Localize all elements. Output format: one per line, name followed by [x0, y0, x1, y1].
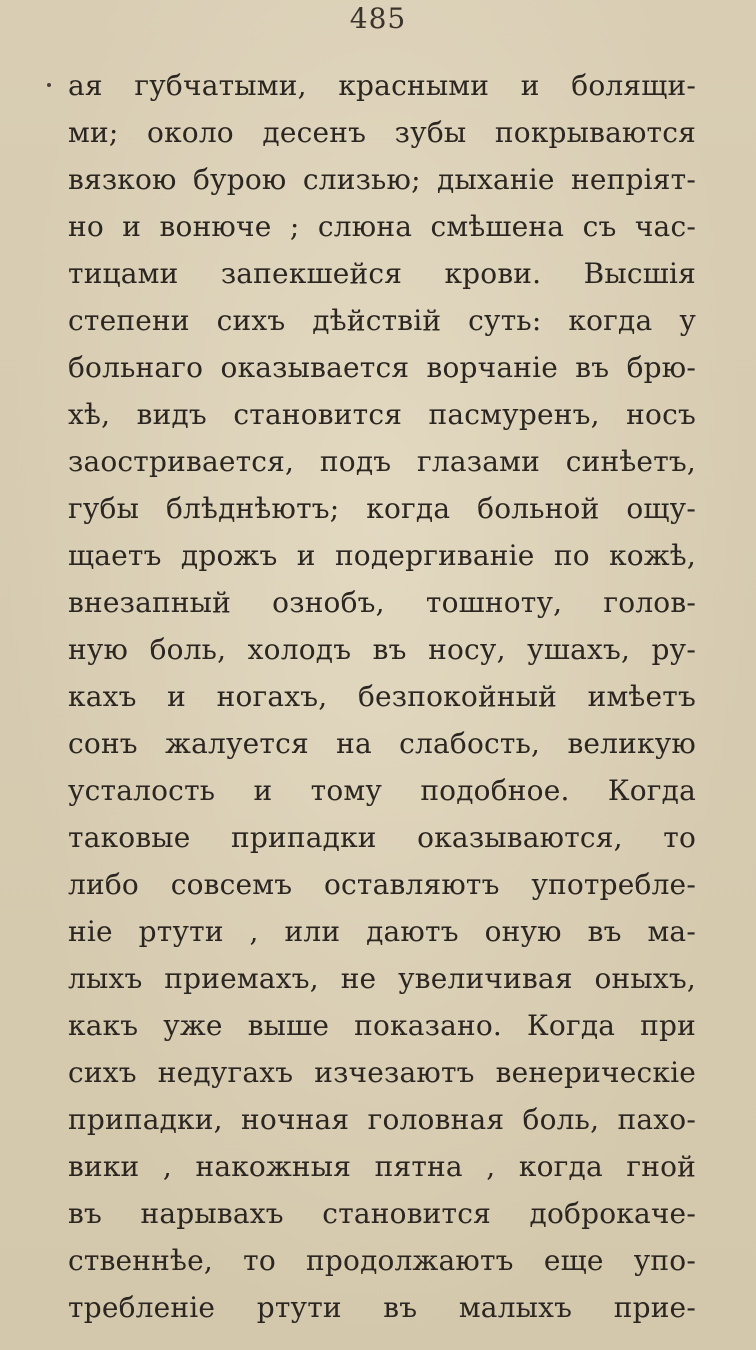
text-line: заостривается, подъ глазами синѣетъ,: [68, 445, 696, 478]
text-line: какъ уже выше показано. Когда при: [68, 1009, 696, 1042]
text-line: сихъ недугахъ изчезаютъ венерическіе: [68, 1056, 696, 1089]
text-line: но и вонюче ; слюна смѣшена съ час-: [68, 210, 696, 243]
ink-mark: [47, 83, 51, 87]
text-line: губы блѣднѣютъ; когда больной ощу-: [68, 492, 696, 525]
text-line: вязкою бурою слизью; дыханіе непріят-: [68, 163, 696, 196]
text-line: ную боль, холодъ въ носу, ушахъ, ру-: [68, 633, 696, 666]
text-line: таковые припадки оказываются, то: [68, 821, 696, 854]
text-line: ая губчатыми, красными и болящи-: [68, 69, 696, 102]
text-line: усталость и тому подобное. Когда: [68, 774, 696, 807]
text-line: степени сихъ дѣйствій суть: когда у: [68, 304, 696, 337]
text-line: кахъ и ногахъ, безпокойный имѣетъ: [68, 680, 696, 713]
text-line: припадки, ночная головная боль, пахо-: [68, 1103, 696, 1136]
text-line: щаетъ дрожъ и подергиваніе по кожѣ,: [68, 539, 696, 572]
text-line: ми; около десенъ зубы покрываются: [68, 116, 696, 149]
text-line: въ нарывахъ становится доброкаче-: [68, 1197, 696, 1230]
text-line: ственнѣе, то продолжаютъ еще упо-: [68, 1244, 696, 1277]
text-line: внезапный ознобъ, тошноту, голов-: [68, 586, 696, 619]
text-line: требленіе ртути въ малыхъ прие-: [68, 1291, 696, 1324]
text-line: лыхъ приемахъ, не увеличивая оныхъ,: [68, 962, 696, 995]
page-number: 485: [349, 2, 407, 35]
text-line: вики , накожныя пятна , когда гной: [68, 1150, 696, 1183]
body-text: [68, 62, 696, 1331]
text-line: либо совсемъ оставляютъ употребле-: [68, 868, 696, 901]
text-line: сонъ жалуется на слабость, великую: [68, 727, 696, 760]
text-line: ніе ртути , или даютъ оную въ ма-: [68, 915, 696, 948]
text-line: тицами запекшейся крови. Высшія: [68, 257, 696, 290]
text-line: больнаго оказывается ворчаніе въ брю-: [68, 351, 696, 384]
text-line: хѣ, видъ становится пасмуренъ, носъ: [68, 398, 696, 431]
